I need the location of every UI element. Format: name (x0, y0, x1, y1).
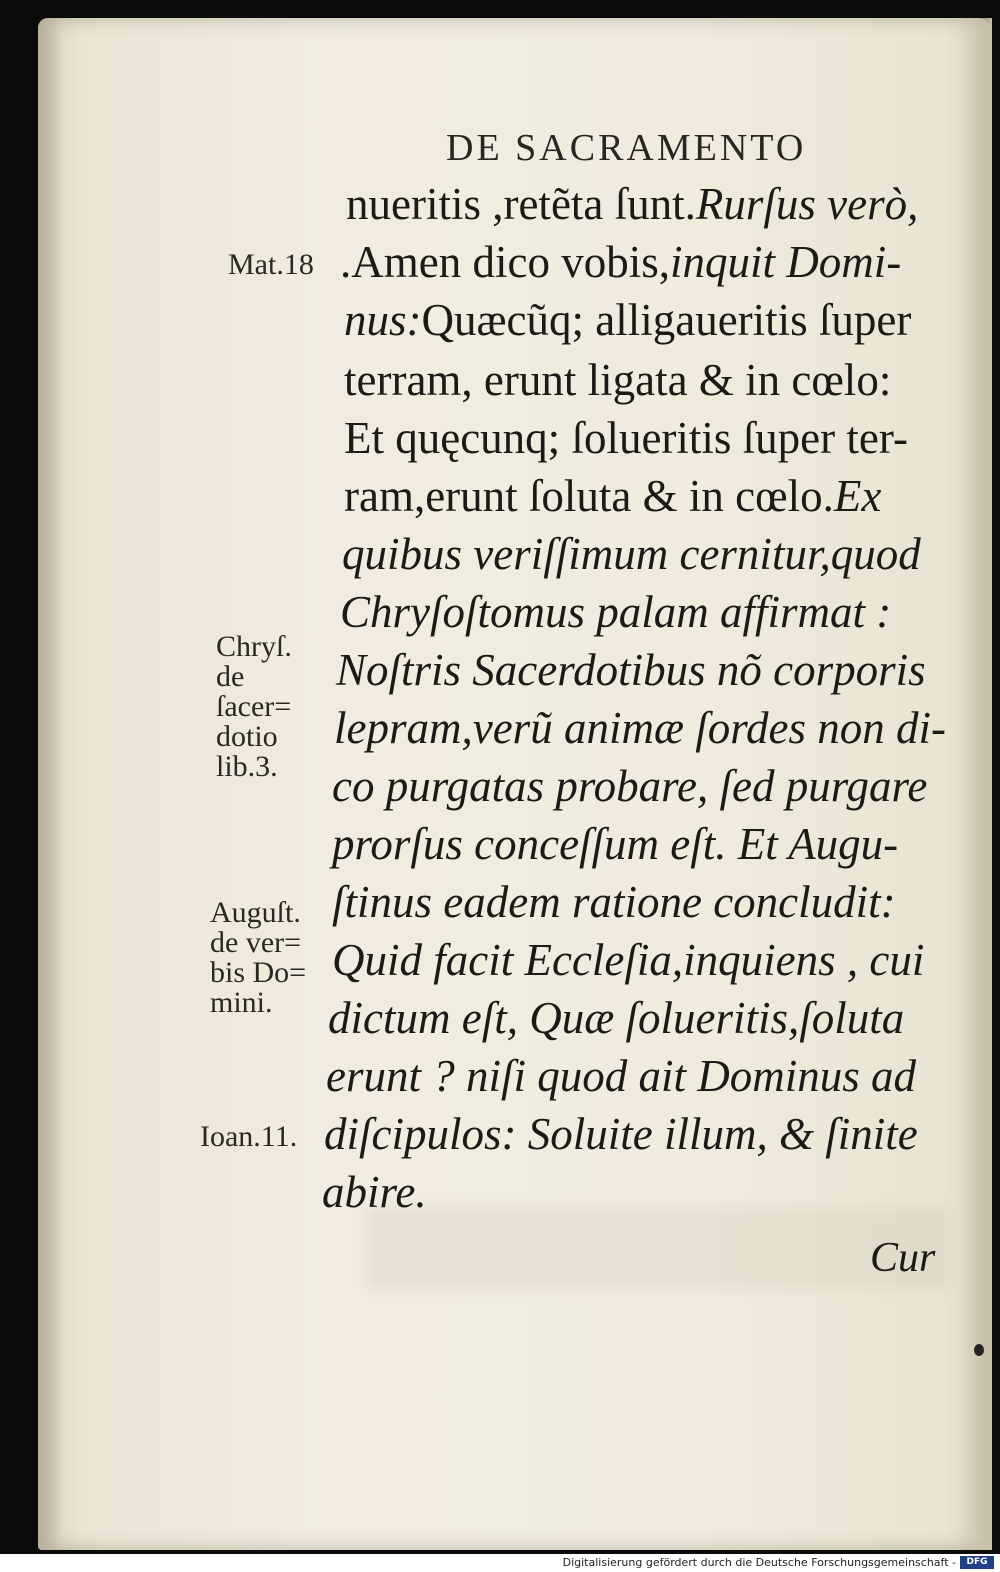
line-italic: diſcipulos: Soluite illum, & ſinite (324, 1109, 918, 1159)
text-line (324, 1108, 918, 1160)
text-line (344, 412, 908, 464)
text-line (346, 178, 918, 230)
text-line (328, 992, 904, 1044)
page-edge-shadow-right (958, 18, 992, 1550)
line-italic: abire. (322, 1167, 427, 1217)
text-line (340, 236, 901, 288)
page-edge-shadow-left (38, 18, 64, 1550)
margin-note-chrysostom: Chryſ. de ſacer= dotio lib.3. (216, 630, 292, 783)
ink-dot (974, 1344, 984, 1356)
line-italic: nus: (344, 295, 422, 345)
line-roman: ram,erunt ſoluta & in cœlo. (344, 471, 834, 521)
margin-note-john: Ioan.11. (200, 1120, 298, 1153)
catchword: Cur (870, 1235, 936, 1281)
line-roman: Quæcũq; alligaueritis ſuper (421, 295, 912, 345)
text-line (322, 1166, 427, 1218)
line-italic: Rurſus verò, (695, 179, 919, 229)
book-page (38, 18, 992, 1550)
funding-credit: Digitalisierung gefördert durch die Deutsche Forschungsgemeinschaft - (562, 1556, 956, 1569)
line-italic: quibus veriſſimum cernitur,quod (342, 529, 921, 579)
line-italic: ſtinus eadem ratione concludit: (332, 877, 896, 927)
line-italic: erunt ? niſi quod ait Dominus ad (326, 1051, 917, 1101)
text-line (326, 1050, 916, 1102)
line-italic: Quid facit Eccleſia,inquiens , cui (332, 935, 925, 985)
text-line (344, 470, 881, 522)
margin-note-augustine: Auguſt. de ver= bis Do= mini. (210, 896, 307, 1019)
text-line (344, 294, 911, 346)
line-italic: Noſtris Sacerdotibus nõ corporis (336, 645, 926, 695)
paper-stain (368, 1208, 948, 1288)
margin-note-matthew: Mat.18 (228, 248, 314, 281)
text-line (332, 934, 924, 986)
text-line (332, 818, 898, 870)
line-roman: terram, erunt ligata & in cœlo: (344, 355, 892, 405)
line-italic: lepram,verũ animæ ſordes non di- (334, 703, 947, 753)
line-roman: nueritis ,retẽta ſunt. (346, 179, 696, 229)
footer-bar (0, 1554, 1000, 1572)
text-line (340, 586, 891, 638)
line-italic: co purgatas probare, ſed purgare (332, 761, 928, 811)
line-italic: Ex (833, 471, 882, 521)
text-line (334, 702, 946, 754)
text-line (336, 644, 926, 696)
dfg-logo: DFG (960, 1556, 994, 1569)
text-line (344, 354, 891, 406)
line-roman: Et quęcunq; ſolueritis ſuper ter- (344, 413, 908, 463)
line-roman: .Amen dico vobis, (340, 237, 670, 287)
running-head: DE SACRAMENTO (446, 127, 807, 169)
line-italic: Chryſoſtomus palam affirmat : (340, 587, 892, 637)
text-line (332, 760, 927, 812)
text-line (332, 876, 896, 928)
text-line (342, 528, 921, 580)
line-italic: prorſus conceſſum eſt. Et Augu- (332, 819, 899, 869)
line-italic: inquit Domi- (669, 237, 902, 287)
line-italic: dictum eſt, Quæ ſolueritis,ſoluta (328, 993, 905, 1043)
